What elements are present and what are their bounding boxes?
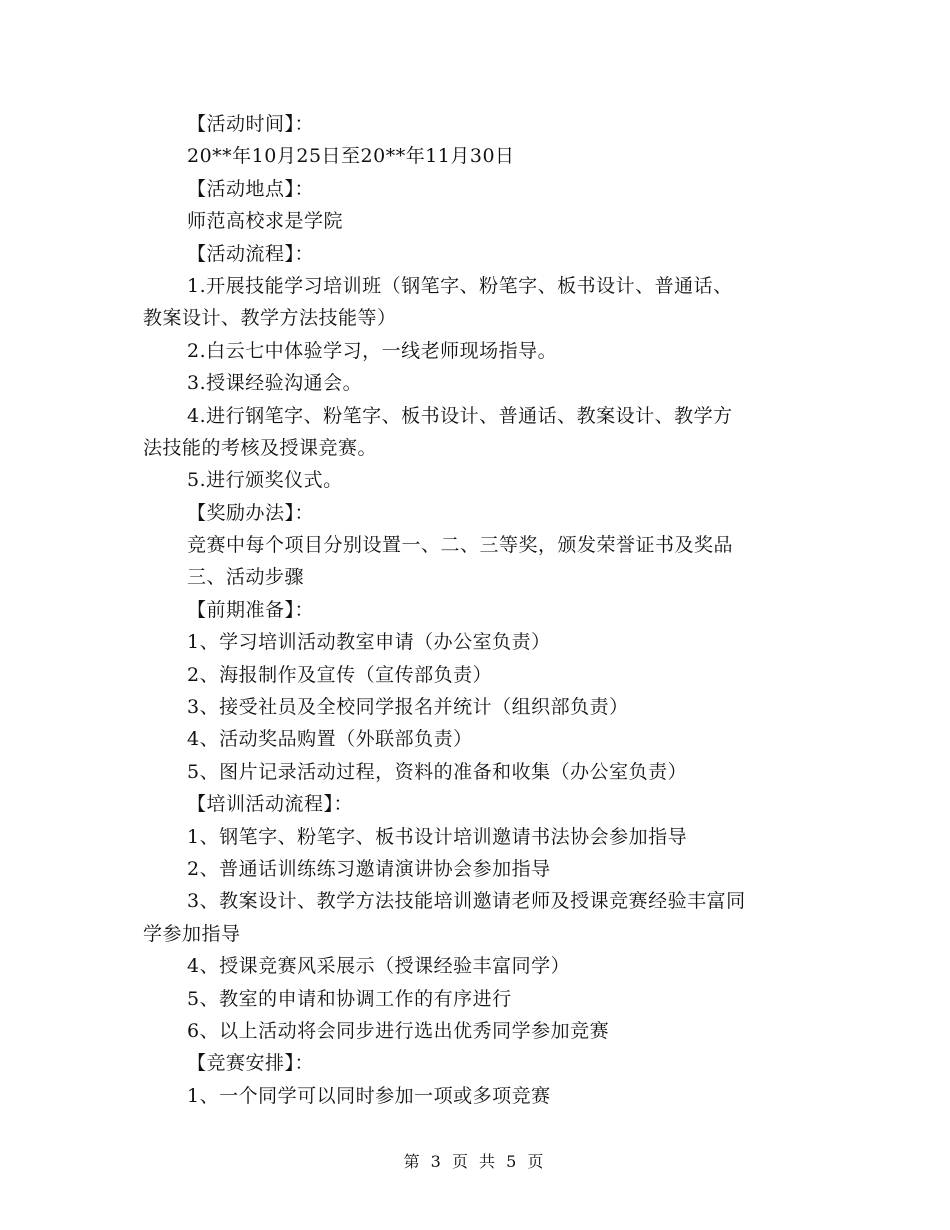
document-line: 2、普通话训练练习邀请演讲协会参加指导 — [187, 857, 551, 880]
document-line: 4、活动奖品购置（外联部负责） — [187, 728, 473, 751]
document-line: 6、以上活动将会同步进行选出优秀同学参加竞赛 — [187, 1019, 610, 1042]
document-line: 三、活动步骤 — [187, 566, 305, 589]
document-line: 【奖励办法】： — [187, 501, 315, 524]
document-line: 2.白云七中体验学习，一线老师现场指导。 — [187, 339, 558, 362]
document-line: 1、钢笔字、粉笔字、板书设计培训邀请书法协会参加指导 — [187, 825, 688, 848]
document-line: 师范高校求是学院 — [187, 210, 344, 233]
document-line: 20**年10月25日至20**年11月30日 — [187, 145, 515, 168]
document-line: 4、授课竞赛风采展示（授课经验丰富同学） — [187, 955, 571, 978]
document-line: 1、学习培训活动教室申请（办公室负责） — [187, 631, 551, 654]
document-line: 3、教案设计、教学方法技能培训邀请老师及授课竞赛经验丰富同 — [187, 890, 746, 913]
document-line: 5.进行颁奖仪式。 — [187, 469, 343, 492]
document-line: 5、教室的申请和协调工作的有序进行 — [187, 987, 512, 1010]
document-line: 【活动时间】： — [187, 113, 315, 135]
document-line: 2、海报制作及宣传（宣传部负责） — [187, 663, 493, 686]
document-line: 教案设计、教学方法技能等） — [143, 307, 397, 330]
document-body — [143, 108, 813, 1112]
page-footer: 第 3 页 共 5 页 — [403, 1152, 547, 1171]
document-line: 1.开展技能学习培训班（钢笔字、粉笔字、板书设计、普通话、 — [187, 274, 733, 297]
document-line: 4.进行钢笔字、粉笔字、板书设计、普通话、教案设计、教学方 — [187, 404, 733, 427]
document-line: 【前期准备】： — [187, 598, 315, 621]
document-line: 5、图片记录活动过程，资料的准备和收集（办公室负责） — [187, 760, 688, 783]
document-line: 学参加指导 — [143, 922, 241, 945]
document-line: 【活动流程】： — [187, 242, 315, 265]
document-line: 1、一个同学可以同时参加一项或多项竞赛 — [187, 1084, 551, 1107]
document-line: 【竞赛安排】： — [187, 1052, 315, 1075]
document-line: 法技能的考核及授课竞赛。 — [143, 436, 378, 459]
document-line: 竞赛中每个项目分别设置一、二、三等奖，颁发荣誉证书及奖品 — [187, 534, 734, 557]
document-line: 3、接受社员及全校同学报名并统计（组织部负责） — [187, 696, 629, 719]
document-line: 3.授课经验沟通会。 — [187, 372, 363, 395]
document-line: 【培训活动流程】： — [187, 793, 354, 816]
document-line: 【活动地点】： — [187, 177, 315, 200]
